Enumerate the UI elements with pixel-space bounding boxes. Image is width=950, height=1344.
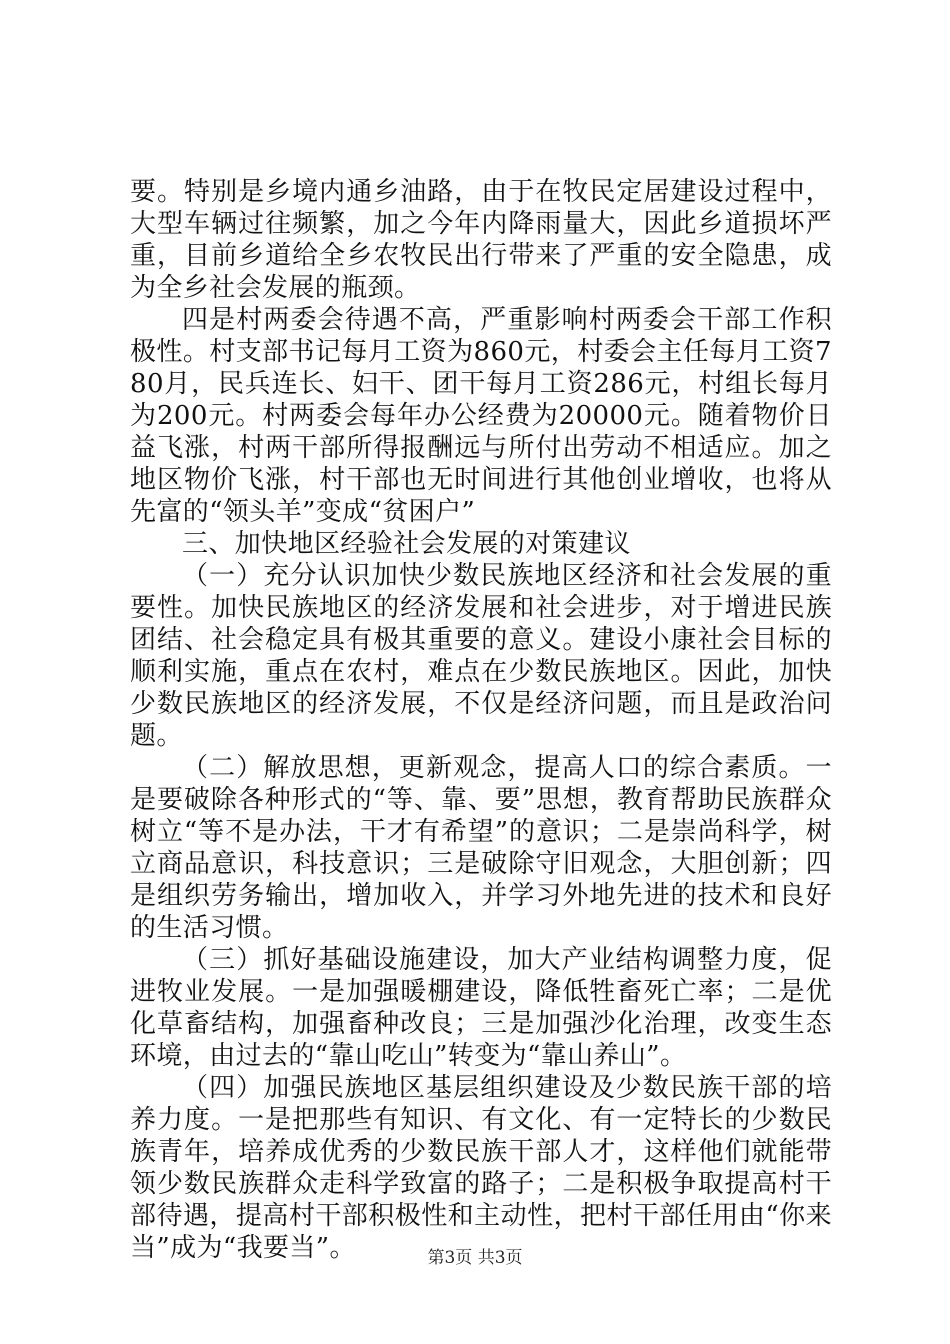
paragraph-point-3: （三）抓好基础设施建设，加大产业结构调整力度，促进牧业发展。一是加强暖棚建设，降低牲畜死亡率；二是优化草畜结构，加强畜种改良；三是加强沙化治理，改变生态环境，由过去的“靠山吃山”转变为“靠山养山”。: [130, 945, 832, 1071]
document-body: [130, 176, 832, 1264]
paragraph-point-1: （一）充分认识加快少数民族地区经济和社会发展的重要性。加快民族地区的经济发展和社会进步，对于增进民族团结、社会稳定具有极其重要的意义。建设小康社会目标的顺利实施，重点在农村，难点在少数民族地区。因此，加快少数民族地区的经济发展，不仅是经济问题，而且是政治问题。: [130, 561, 832, 751]
paragraph-village-committee: 四是村两委会待遇不高，严重影响村两委会干部工作积极性。村支部书记每月工资为860元，村委会主任每月工资780月，民兵连长、妇干、团干每月工资286元，村组长每月为200元。村两委会每年办公经费为20000元。随着物价日益飞涨，村两干部所得报酬远与所付出劳动不相适应。加之地区物价飞涨，村干部也无时间进行其他创业增收，也将从先富的“领头羊”变成“贫困户”: [130, 305, 832, 527]
page-footer: 第3页 共3页: [427, 1248, 523, 1268]
paragraph-continuation: 要。特别是乡境内通乡油路，由于在牧民定居建设过程中，大型车辆过往频繁，加之今年内降雨量大，因此乡道损坏严重，目前乡道给全乡农牧民出行带来了严重的安全隐患，成为全乡社会发展的瓶颈。: [130, 177, 832, 303]
section-heading: 三、加快地区经验社会发展的对策建议: [182, 529, 631, 559]
paragraph-point-2: （二）解放思想，更新观念，提高人口的综合素质。一是要破除各种形式的“等、靠、要”思想，教育帮助民族群众树立“等不是办法，干才有希望”的意识；二是崇尚科学，树立商品意识，科技意识；三是破除守旧观念，大胆创新；四是组织劳务输出，增加收入，并学习外地先进的技术和良好的生活习惯。: [130, 753, 832, 943]
paragraph-point-4: （四）加强民族地区基层组织建设及少数民族干部的培养力度。一是把那些有知识、有文化、有一定特长的少数民族青年，培养成优秀的少数民族干部人才，这样他们就能带领少数民族群众走科学致富的路子；二是积极争取提高村干部待遇，提高村干部积极性和主动性，把村干部任用由“你来当”成为“我要当”。: [130, 1073, 832, 1263]
